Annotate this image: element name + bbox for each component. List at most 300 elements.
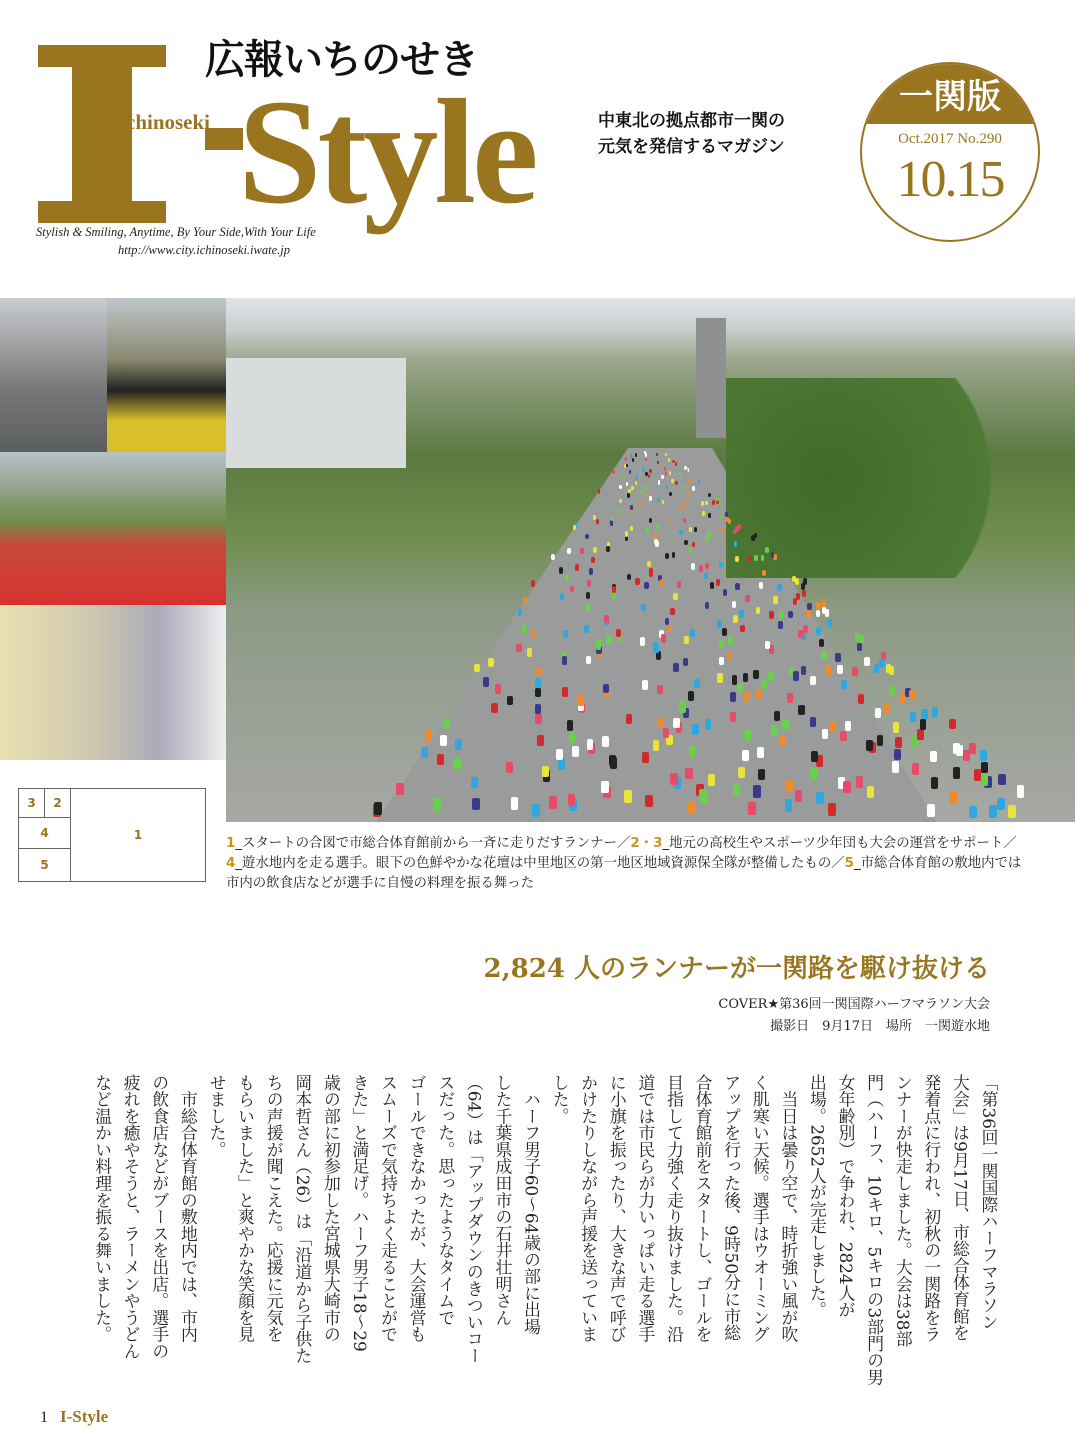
runner-mark — [612, 586, 616, 593]
runner-mark — [806, 610, 811, 618]
issue-number: Oct.2017 No.290 — [898, 131, 1002, 147]
runner-mark — [932, 707, 938, 717]
article-column: きた」と満足げ。ハーフ男子18～29 — [349, 1074, 370, 1352]
runner-mark — [727, 652, 732, 661]
runner-mark — [735, 583, 739, 590]
logo-style: Style — [238, 69, 535, 235]
runner-mark — [689, 527, 692, 532]
runner-mark — [649, 568, 653, 574]
runner-mark — [673, 457, 675, 460]
runner-mark — [689, 746, 696, 757]
article-column: 発着点に行われ、初秋の一関路をラ — [921, 1074, 942, 1343]
runner-mark — [830, 721, 837, 731]
runner-mark — [694, 679, 700, 688]
gymnasium-building — [226, 358, 406, 468]
runner-mark — [694, 527, 697, 532]
runner-mark — [619, 485, 622, 489]
article-headline: 2,824 人のランナーが一関路を駆け抜ける — [483, 954, 990, 984]
runner-mark — [705, 501, 708, 506]
runner-mark — [827, 619, 832, 627]
runner-mark — [491, 703, 497, 713]
runner-mark — [745, 595, 749, 602]
article-column: 市総合体育館の敷地内では、市内 — [178, 1074, 199, 1343]
runner-mark — [771, 552, 775, 558]
article-column: の飲食店などがブースを出店。選手の — [149, 1074, 170, 1360]
article-column: ハーフ男子60～64歳の部に出場 — [521, 1074, 542, 1335]
runner-mark — [673, 718, 679, 728]
runner-mark — [708, 513, 711, 518]
caption-num: 4 — [226, 856, 236, 871]
runner-mark — [677, 581, 681, 588]
runner-mark — [610, 520, 613, 525]
runner-mark — [856, 776, 863, 788]
caption-text: _遊水地内を走る選手。眼下の色鮮やかな花壇は中里地区の第一地区地域資源保全隊が整備したもの／ — [235, 856, 845, 871]
article-column: スムーズで気持ちよく走ることがで — [378, 1074, 399, 1343]
runner-mark — [761, 555, 765, 561]
runner-mark — [507, 696, 513, 706]
runner-mark — [733, 783, 741, 795]
article-column: した千葉県成田市の石井壮明さん — [492, 1074, 513, 1326]
article-column: 当日は曇り空で、時折強い風が吹 — [778, 1074, 799, 1343]
runner-mark — [857, 643, 862, 651]
runner-mark — [612, 470, 614, 474]
article-column: 道では市民らが力いっぱい走る選手 — [635, 1074, 656, 1343]
runner-mark — [666, 485, 669, 489]
catch-line-1: 中東北の拠点都市一関の — [598, 111, 785, 131]
runner-mark — [675, 462, 677, 466]
runner-mark — [691, 563, 695, 569]
runner-mark — [684, 540, 688, 546]
runner-mark — [653, 644, 658, 652]
runner-mark — [531, 629, 536, 637]
runner-mark — [816, 610, 821, 618]
runner-mark — [606, 546, 610, 552]
issue-badge — [860, 62, 1040, 242]
runner-mark — [374, 802, 382, 815]
runner-mark — [699, 789, 707, 801]
runner-mark — [753, 785, 761, 797]
runner-mark — [828, 803, 836, 816]
runner-mark — [723, 589, 727, 596]
runner-mark — [738, 767, 745, 779]
runner-mark — [584, 625, 589, 633]
article-column: 女年齢別）で争われ、2824人が — [836, 1074, 857, 1319]
runner-mark — [617, 508, 620, 513]
caption-text: _市総合体育館の敷地内では市内の飲食店などが選手に自慢の料理を振る舞った — [226, 856, 1022, 891]
issue-date: 10.15 — [896, 151, 1004, 208]
runner-mark — [787, 693, 793, 703]
runner-mark — [756, 689, 762, 699]
runner-mark — [551, 554, 555, 560]
runner-mark — [535, 704, 541, 714]
runner-mark — [649, 469, 651, 473]
runner-mark — [705, 602, 710, 609]
road-far — [696, 318, 726, 438]
runner-mark — [708, 493, 711, 497]
runner-mark — [843, 781, 851, 793]
runner-mark — [580, 548, 584, 554]
runner-mark — [705, 536, 708, 542]
runner-mark — [586, 592, 590, 599]
runner-mark — [708, 774, 715, 786]
runner-mark — [874, 664, 880, 673]
runner-mark — [692, 486, 695, 490]
runner-mark — [604, 615, 609, 623]
runner-mark — [593, 515, 596, 520]
article-column: 岡本哲さん（26）は「沿道から子供た — [292, 1074, 313, 1364]
runner-mark — [440, 735, 447, 746]
runner-mark — [642, 752, 649, 763]
trees — [726, 378, 1075, 578]
runner-mark — [474, 664, 480, 673]
runner-mark — [585, 534, 588, 539]
runner-mark — [765, 641, 770, 649]
runner-mark — [841, 680, 847, 689]
runner-mark — [757, 747, 764, 758]
runner-mark — [630, 505, 633, 510]
runner-mark — [719, 562, 723, 568]
runner-mark — [738, 524, 741, 529]
runner-mark — [875, 708, 881, 718]
runner-mark — [542, 766, 549, 778]
runner-mark — [649, 518, 652, 523]
runner-mark — [912, 763, 919, 775]
runner-mark — [989, 805, 997, 818]
runner-mark — [742, 750, 749, 761]
runner-mark — [756, 607, 761, 614]
runner-mark — [657, 498, 660, 503]
website-url: http://www.city.ichinoseki.iwate.jp — [118, 243, 290, 257]
runner-mark — [644, 485, 647, 489]
article-column: 疲れを癒やそうと、ラーメンやうどん — [121, 1074, 142, 1360]
runner-mark — [421, 747, 428, 758]
runner-mark — [785, 799, 793, 812]
runner-mark — [596, 641, 601, 649]
runner-mark — [630, 454, 632, 457]
runner-mark — [822, 599, 827, 606]
runner-mark — [671, 479, 674, 483]
runner-mark — [779, 611, 784, 619]
runner-mark — [567, 720, 574, 730]
runner-mark — [472, 798, 480, 811]
footer-logo: I-Style — [60, 1407, 109, 1426]
caption-num: 5 — [844, 856, 854, 871]
runner-mark — [665, 472, 667, 476]
runner-mark — [685, 768, 692, 780]
runner-mark — [649, 496, 652, 500]
runner-mark — [701, 501, 704, 506]
runner-mark — [531, 580, 535, 587]
runner-mark — [396, 783, 404, 795]
runner-mark — [719, 499, 722, 504]
runner-mark — [811, 751, 818, 762]
runner-mark — [810, 676, 816, 685]
article-column: せました。 — [206, 1074, 227, 1158]
photo-info: 撮影日 9月17日 場所 一関遊水地 — [770, 1019, 990, 1034]
runner-mark — [779, 735, 786, 746]
runner-mark — [688, 801, 696, 814]
runner-mark — [744, 730, 751, 741]
runner-mark — [893, 722, 900, 733]
runner-mark — [835, 653, 840, 662]
runner-mark — [930, 751, 937, 762]
runner-mark — [710, 582, 714, 589]
runner-mark — [661, 475, 663, 479]
runner-mark — [825, 666, 831, 675]
article-column: （64）は「アップダウンのきついコー — [464, 1074, 485, 1364]
runner-mark — [765, 547, 769, 553]
runner-mark — [562, 687, 568, 697]
runner-mark — [773, 596, 777, 603]
logo-i-stem — [72, 45, 132, 223]
runner-mark — [748, 556, 752, 562]
runner-mark — [777, 584, 781, 591]
runner-mark — [586, 656, 591, 665]
runner-mark — [609, 755, 616, 766]
runner-mark — [744, 692, 750, 702]
runner-mark — [522, 625, 527, 633]
runner-mark — [802, 590, 806, 597]
runner-mark — [570, 586, 574, 593]
runner-mark — [627, 574, 631, 581]
runner-mark — [845, 721, 852, 731]
runner-mark — [716, 579, 720, 586]
photo-caption — [226, 834, 1026, 894]
runner-mark — [798, 705, 804, 715]
runner-mark — [567, 548, 571, 554]
runner-mark — [433, 798, 441, 811]
cover-line: COVER★第36回一関国際ハーフマラソン大会 — [718, 997, 990, 1012]
runner-mark — [688, 691, 694, 701]
runner-mark — [786, 780, 794, 792]
runner-mark — [866, 740, 873, 751]
runner-mark — [980, 750, 987, 761]
article-column: く肌寒い天候。選手はウオーミング — [750, 1074, 771, 1343]
runner-mark — [722, 628, 727, 636]
runner-mark — [641, 604, 646, 611]
article-column: ンナーが快走しました。大会は38部 — [893, 1074, 914, 1348]
runner-mark — [816, 792, 824, 804]
runner-mark — [739, 610, 744, 618]
runner-mark — [569, 732, 576, 743]
edition-label: 一関版 — [862, 64, 1038, 124]
runner-mark — [603, 684, 609, 693]
logo-chinoseki: chinoseki — [126, 110, 211, 134]
runner-mark — [717, 673, 723, 682]
runner-mark — [899, 693, 905, 703]
runner-mark — [690, 629, 695, 637]
article-column: もらいました」と爽やかな笑顔を見 — [235, 1074, 256, 1343]
runner-mark — [444, 718, 451, 728]
runner-mark — [562, 656, 567, 665]
runner-mark — [974, 769, 981, 781]
runner-mark — [642, 680, 648, 689]
runner-mark — [795, 578, 799, 585]
runner-mark — [632, 458, 634, 461]
runner-mark — [587, 580, 591, 587]
runner-mark — [753, 670, 759, 679]
runner-mark — [732, 601, 737, 608]
runner-mark — [593, 547, 597, 553]
runner-mark — [748, 802, 756, 815]
runner-mark — [927, 804, 935, 817]
runner-mark — [645, 453, 647, 456]
article-column: アップを行った後、9時50分に市総 — [721, 1074, 742, 1342]
runner-mark — [953, 767, 960, 779]
runner-mark — [663, 728, 670, 739]
runner-mark — [656, 453, 658, 456]
runner-mark — [788, 611, 793, 619]
runner-mark — [629, 470, 631, 474]
runner-mark — [740, 625, 745, 633]
runner-mark — [883, 703, 889, 713]
runner-mark — [535, 688, 541, 698]
page-number: 1 — [40, 1409, 48, 1426]
runner-mark — [683, 518, 686, 523]
runner-mark — [803, 625, 808, 633]
runner-mark — [685, 500, 688, 505]
runner-mark — [821, 651, 826, 660]
runner-mark — [1008, 805, 1016, 818]
runner-mark — [516, 644, 521, 652]
article-column: 出場。2652人が完走しました。 — [807, 1074, 828, 1319]
runner-mark — [560, 593, 564, 600]
runner-mark — [737, 683, 743, 692]
runner-mark — [627, 493, 630, 497]
runner-mark — [591, 557, 595, 563]
runner-mark — [743, 673, 749, 682]
runner-mark — [705, 719, 712, 729]
runner-mark — [483, 677, 489, 686]
caption-text: _地元の高校生やスポーツ少年団も大会の運営をサポート／ — [662, 836, 1017, 851]
runner-mark — [892, 761, 899, 773]
runner-mark — [997, 798, 1005, 811]
runner-mark — [725, 512, 728, 517]
runner-mark — [495, 684, 501, 693]
article-column: スだった。思ったようなタイムで — [435, 1074, 456, 1326]
runner-mark — [536, 667, 542, 676]
runner-mark — [969, 806, 977, 819]
runner-mark — [889, 686, 895, 696]
runner-mark — [527, 648, 532, 657]
publication-title: 広報いちのせき — [205, 37, 478, 83]
runner-mark — [453, 758, 460, 769]
runner-mark — [819, 639, 824, 647]
runner-mark — [535, 714, 541, 724]
runner-mark — [616, 629, 621, 637]
runner-mark — [758, 769, 765, 781]
runner-mark — [981, 762, 988, 774]
runner-mark — [921, 709, 927, 719]
runner-mark — [640, 637, 645, 645]
runner-mark — [879, 659, 885, 668]
runner-mark — [768, 672, 774, 681]
runner-mark — [669, 492, 672, 496]
runner-mark — [645, 795, 653, 807]
runner-mark — [730, 692, 736, 702]
runner-mark — [801, 666, 807, 675]
runner-mark — [660, 579, 664, 586]
runner-mark — [778, 621, 783, 629]
runner-mark — [728, 637, 733, 645]
runner-mark — [675, 481, 678, 485]
runner-mark — [568, 794, 576, 806]
runner-mark — [867, 786, 875, 798]
article-column: 門（ハーフ、10キロ、5キロの3部門の男 — [864, 1074, 885, 1386]
runner-mark — [673, 663, 679, 672]
runner-mark — [910, 712, 916, 722]
runner-mark — [559, 567, 563, 573]
runner-mark — [523, 597, 527, 604]
runner-mark — [668, 458, 670, 461]
runner-mark — [577, 696, 583, 706]
runner-mark — [624, 790, 632, 802]
runner-mark — [793, 671, 799, 680]
runner-mark — [771, 725, 778, 736]
runner-mark — [705, 563, 709, 569]
runner-mark — [684, 636, 689, 644]
runner-mark — [606, 636, 611, 644]
photo-4-flower-bed-runners — [0, 452, 226, 605]
runner-mark — [653, 740, 660, 751]
runner-mark — [917, 729, 924, 740]
catch-line-2: 元気を発信するマガジン — [598, 137, 785, 157]
runner-mark — [795, 790, 803, 802]
runner-mark — [680, 703, 686, 713]
runner-mark — [810, 768, 817, 780]
runner-mark — [635, 578, 639, 585]
runner-mark — [699, 565, 703, 571]
runner-mark — [589, 568, 593, 574]
runner-mark — [572, 746, 579, 757]
runner-mark — [641, 490, 644, 494]
runner-mark — [840, 731, 847, 742]
runner-mark — [670, 773, 677, 785]
runner-mark — [685, 469, 687, 473]
caption-text: _スタートの合図で市総合体育館前から一斉に走りだすランナー／ — [235, 836, 631, 851]
runner-mark — [837, 665, 843, 674]
runner-mark — [733, 615, 738, 623]
photo-2-staff — [107, 298, 226, 452]
layout-label-5: 5 — [18, 848, 71, 882]
runner-mark — [956, 745, 963, 756]
runner-mark — [670, 608, 675, 615]
runner-mark — [759, 582, 763, 589]
runner-mark — [596, 519, 599, 524]
article-column: した。 — [550, 1074, 571, 1125]
runner-mark — [611, 516, 614, 521]
runner-mark — [692, 542, 696, 548]
runner-mark — [692, 724, 699, 735]
runner-mark — [625, 531, 628, 536]
article-column: 目指して力強く走り抜けました。沿 — [664, 1074, 685, 1343]
runner-mark — [660, 463, 662, 467]
runner-mark — [717, 620, 722, 628]
photo-1-marathon-start — [226, 298, 1075, 822]
article-column: ちの声援が聞こえた。応援に元気を — [264, 1074, 285, 1343]
runner-mark — [702, 511, 705, 516]
runner-mark — [822, 729, 829, 740]
runner-mark — [647, 561, 651, 567]
runner-mark — [602, 736, 609, 747]
article-column: に小旗を振ったり、大きな声で呼び — [607, 1074, 628, 1343]
article-body — [88, 1074, 1003, 1386]
runner-mark — [864, 657, 869, 666]
caption-num: 1 — [226, 836, 236, 851]
runner-mark — [657, 461, 659, 465]
runner-mark — [658, 718, 665, 728]
catch-copy — [598, 108, 785, 160]
